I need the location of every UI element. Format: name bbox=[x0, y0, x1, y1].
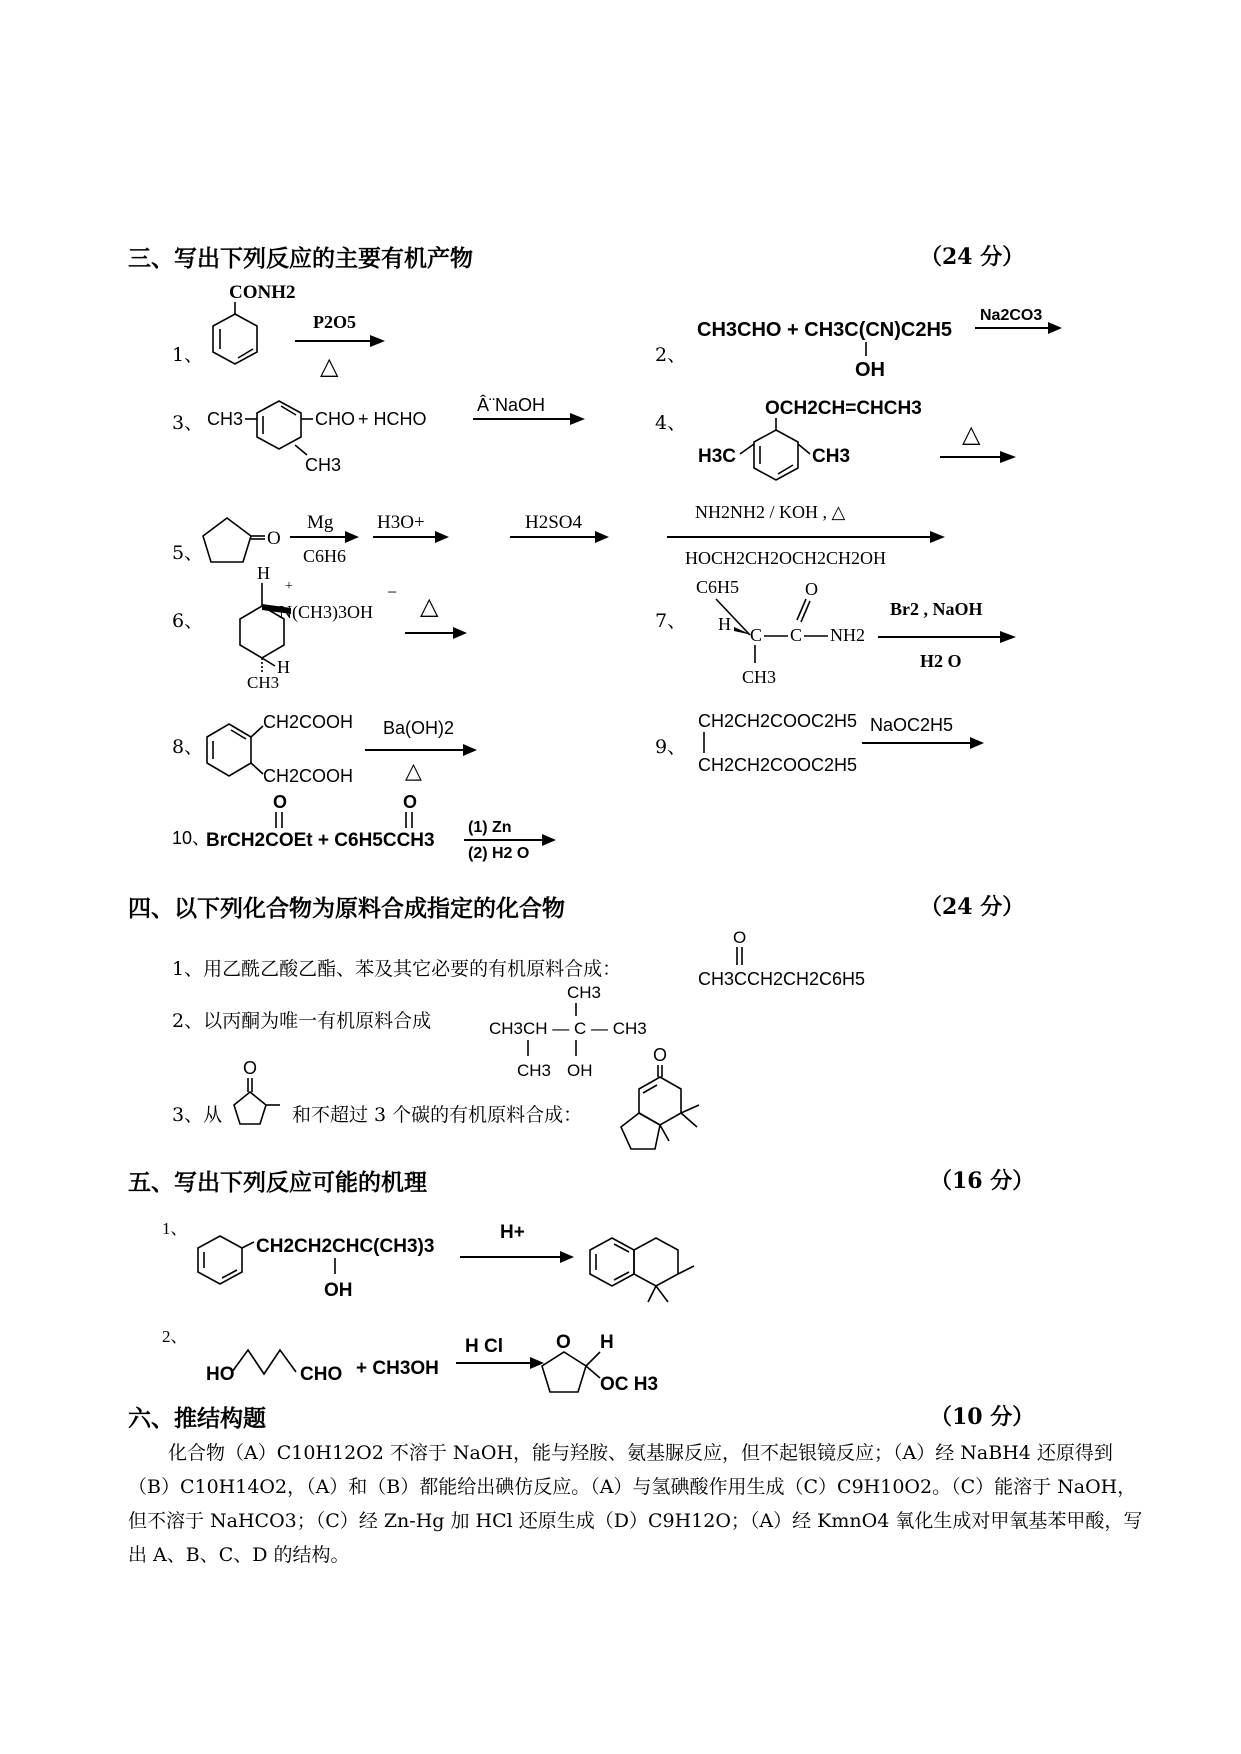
reaction-1-below: △ bbox=[320, 354, 339, 380]
reaction-3-plus: + HCHO bbox=[358, 409, 427, 429]
reaction-10-o1: O bbox=[273, 792, 288, 812]
section-6-title: 六、推结构题 bbox=[128, 1406, 266, 1432]
reaction-7-number: 7、 bbox=[655, 610, 687, 632]
reaction-3-scheme bbox=[205, 385, 605, 475]
reaction-2-scheme bbox=[690, 300, 1070, 385]
structure-problem-line-2: （B）C10H14O2，（A）和（B）都能给出碘仿反应。（A）与氢碘酸作用生成（C）C9H10O2。（C）能溶于 NaOH， bbox=[128, 1476, 1137, 1498]
reaction-7-c: C bbox=[750, 625, 763, 645]
reaction-5-a1-below: C6H6 bbox=[303, 546, 347, 566]
reaction-10-scheme bbox=[170, 790, 570, 865]
tetralin-saturated-ring bbox=[634, 1238, 678, 1286]
reaction-1-above: P2O5 bbox=[313, 312, 356, 332]
structure-problem-line-1: 化合物（A）C10H12O2 不溶于 NaOH，能与羟胺、氨基脲反应，但不起银镜反应；（A）经 NaBH4 还原得到 bbox=[168, 1442, 1113, 1464]
reaction-4-right: CH3 bbox=[812, 446, 851, 467]
reaction-2-number: 2、 bbox=[655, 344, 687, 366]
synthesis-2-main: CH3CH — C — CH3 bbox=[489, 1019, 647, 1038]
reaction-5-a3-above: H2SO4 bbox=[525, 512, 583, 533]
reaction-7-scheme bbox=[690, 575, 1030, 690]
reaction-5-ketone-o: O bbox=[267, 528, 281, 549]
reaction-7-above: Br2 , NaOH bbox=[890, 599, 983, 619]
reaction-5-a4-below: HOCH2CH2OCH2CH2OH bbox=[685, 548, 887, 568]
synthesis-3-starting-material bbox=[222, 1058, 284, 1130]
section-5-title: 五、写出下列反应可能的机理 bbox=[128, 1170, 427, 1196]
mechanism-2-h: H bbox=[600, 1332, 614, 1353]
cyclopentanone-ring bbox=[203, 518, 251, 562]
reaction-6-above: △ bbox=[420, 594, 439, 620]
synthesis-3-o1: O bbox=[243, 1058, 258, 1078]
cyclohexane-ring bbox=[240, 606, 284, 658]
synthesis-3-text-a: 3、从 bbox=[172, 1104, 223, 1126]
reaction-1-reagent: CONH2 bbox=[229, 282, 296, 303]
reaction-2-oh: OH bbox=[855, 359, 885, 381]
reaction-7-c2: C bbox=[790, 625, 803, 645]
section-4-score: （24 分） bbox=[920, 894, 1025, 920]
reaction-7-h: H bbox=[718, 614, 731, 634]
structure-problem-text bbox=[128, 1436, 1143, 1572]
reaction-4-number: 4、 bbox=[655, 412, 687, 434]
reaction-9-top: CH2CH2COOC2H5 bbox=[698, 711, 858, 731]
reaction-7-below: H2 O bbox=[920, 651, 962, 671]
reaction-9-bottom: CH2CH2COOC2H5 bbox=[698, 755, 858, 775]
reaction-10-number: 10、 bbox=[172, 828, 211, 848]
structure-problem-line-3: 但不溶于 NaHCO3；（C）经 Zn-Hg 加 HCl 还原生成（D）C9H12O；（A）经 KmnO4 氧化生成对甲氧基苯甲酸，写 bbox=[128, 1510, 1143, 1532]
section-5-score: （16 分） bbox=[930, 1168, 1035, 1194]
synthesis-3-target bbox=[615, 1045, 710, 1160]
section-6-score: （10 分） bbox=[930, 1404, 1035, 1430]
reaction-6-scheme bbox=[195, 562, 485, 692]
reaction-6-number: 6、 bbox=[172, 610, 204, 632]
reaction-6-group: N(CH3)3OH bbox=[279, 602, 373, 622]
reaction-3-cho: CHO bbox=[315, 409, 355, 429]
reaction-9-number: 9、 bbox=[655, 736, 687, 758]
reaction-2-above: Na2CO3 bbox=[980, 307, 1043, 324]
mechanism-1-scheme bbox=[160, 1210, 700, 1315]
reaction-3-above: Â¨NaOH bbox=[477, 395, 546, 415]
reaction-8-below: △ bbox=[405, 758, 422, 783]
reaction-5-a4-above: NH2NH2 / KOH , △ bbox=[695, 502, 846, 522]
reaction-8-bottom: CH2COOH bbox=[263, 766, 354, 786]
synthesis-1-formula: CH3CCH2CH2C6H5 bbox=[698, 969, 866, 989]
reaction-7-c6h5: C6H5 bbox=[696, 577, 740, 597]
section-4-title: 四、以下列化合物为原料合成指定的化合物 bbox=[128, 896, 565, 922]
reaction-4-above: △ bbox=[962, 422, 981, 448]
synthesis-2-ch3-bottom: CH3 bbox=[517, 1061, 552, 1080]
synthesis-2-oh: OH bbox=[567, 1061, 593, 1080]
mechanism-2-och3: OC H3 bbox=[600, 1374, 659, 1395]
reaction-7-ch3: CH3 bbox=[742, 667, 777, 687]
reaction-6-minus: − bbox=[387, 582, 398, 602]
reaction-3-ch3-right: CH3 bbox=[305, 455, 342, 475]
synthesis-2-text: 2、以丙酮为唯一有机原料合成 bbox=[172, 1010, 432, 1032]
reaction-4-sub-top: OCH2CH=CHCH3 bbox=[765, 398, 922, 419]
synthesis-3-text-b: 和不超过 3 个碳的有机原料合成： bbox=[292, 1104, 583, 1126]
synthesis-1-text: 1、用乙酰乙酸乙酯、苯及其它必要的有机原料合成： bbox=[172, 958, 622, 980]
section-3-title: 三、写出下列反应的主要有机产物 bbox=[128, 246, 473, 272]
reaction-3-ch3-left: CH3 bbox=[207, 409, 244, 429]
reaction-8-scheme bbox=[195, 698, 495, 793]
reaction-1-scheme bbox=[195, 278, 395, 383]
reaction-7-nh2: NH2 bbox=[830, 625, 865, 645]
mechanism-1-number: 1、 bbox=[162, 1219, 188, 1238]
mechanism-1-chain: CH2CH2CHC(CH3)3 bbox=[256, 1236, 435, 1257]
synthesis-3-o2: O bbox=[653, 1045, 668, 1065]
reaction-1-number: 1、 bbox=[172, 344, 204, 366]
reaction-5-number: 5、 bbox=[172, 542, 204, 564]
reaction-10-lhs: BrCH2COEt + C6H5CCH3 bbox=[206, 830, 435, 851]
reaction-8-top: CH2COOH bbox=[263, 712, 354, 732]
reaction-6-h-top: H bbox=[257, 563, 270, 583]
mechanism-2-cho: CHO bbox=[300, 1364, 343, 1385]
synthesis-1-o: O bbox=[733, 928, 747, 947]
reaction-8-above: Ba(OH)2 bbox=[383, 718, 455, 738]
mechanism-2-above: H Cl bbox=[465, 1336, 503, 1357]
reaction-4-left: H3C bbox=[698, 446, 737, 467]
structure-problem-line-4: 出 A、B、C、D 的结构。 bbox=[128, 1544, 350, 1566]
mechanism-2-o: O bbox=[556, 1332, 571, 1353]
reaction-10-o2: O bbox=[403, 792, 418, 812]
synthesis-1-target bbox=[690, 925, 890, 995]
reaction-6-ch3: CH3 bbox=[247, 673, 280, 692]
reaction-9-above: NaOC2H5 bbox=[870, 715, 954, 735]
reaction-4-scheme bbox=[690, 392, 1030, 497]
synthesis-2-ch3-top: CH3 bbox=[567, 983, 602, 1002]
mechanism-1-oh: OH bbox=[324, 1280, 353, 1301]
reaction-10-above: (1) Zn bbox=[468, 819, 512, 836]
mechanism-2-ho: HO bbox=[206, 1364, 235, 1385]
reaction-5-a1-above: Mg bbox=[307, 512, 334, 533]
reaction-10-below: (2) H2 O bbox=[468, 845, 530, 862]
reaction-6-h-right: H bbox=[277, 657, 290, 677]
reaction-6-plus: + bbox=[285, 579, 293, 594]
mechanism-2-number: 2、 bbox=[162, 1327, 188, 1346]
reaction-9-scheme bbox=[690, 705, 1000, 785]
section-3-score: （24 分） bbox=[920, 244, 1025, 270]
mechanism-2-plus: + CH3OH bbox=[356, 1358, 439, 1379]
reaction-8-number: 8、 bbox=[172, 736, 204, 758]
mechanism-1-above: H+ bbox=[500, 1222, 525, 1243]
reaction-5-a2-above: H3O+ bbox=[377, 512, 425, 533]
reaction-2-lhs: CH3CHO + CH3C(CN)C2H5 bbox=[697, 319, 953, 341]
reaction-3-number: 3、 bbox=[172, 412, 204, 434]
thf-ring bbox=[542, 1352, 586, 1392]
reaction-7-o: O bbox=[805, 579, 818, 599]
